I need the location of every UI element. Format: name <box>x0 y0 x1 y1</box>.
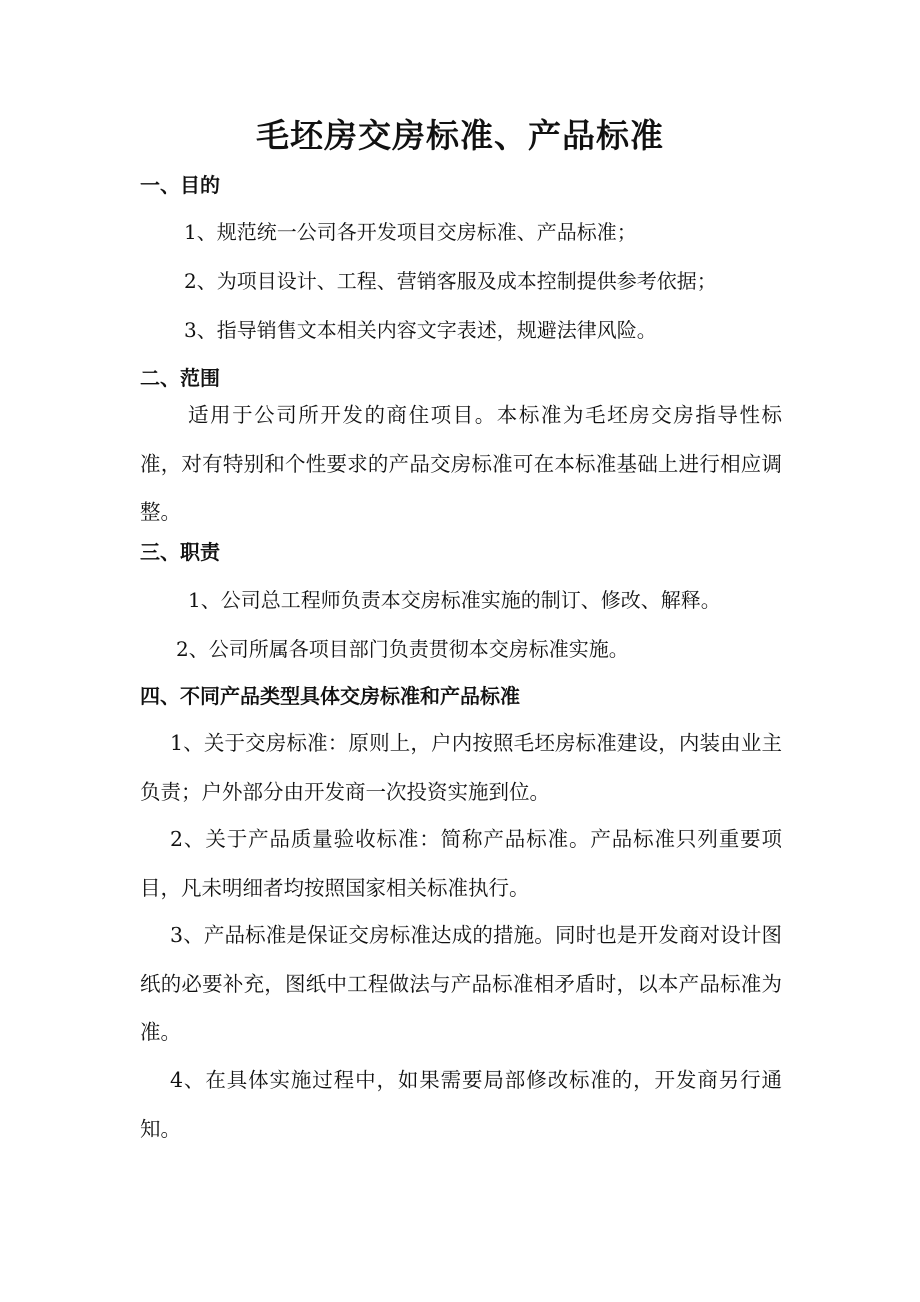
responsibility-item-1: 1、公司总工程师负责本交房标准实施的制订、修改、解释。 <box>188 588 721 612</box>
standards-item-3: 3、产品标准是保证交房标准达成的措施。同时也是开发商对设计图纸的必要补充，图纸中工程做法与产品标准相矛盾时，以本产品标准为准。 <box>140 923 782 1044</box>
section-heading-purpose: 一、目的 <box>140 173 220 197</box>
section-heading-scope: 二、范围 <box>140 366 220 390</box>
purpose-item-3: 3、指导销售文本相关内容文字表述，规避法律风险。 <box>184 318 657 342</box>
standards-item-4: 4、在具体实施过程中，如果需要局部修改标准的，开发商另行通知。 <box>140 1068 782 1141</box>
purpose-item-2: 2、为项目设计、工程、营销客服及成本控制提供参考依据； <box>184 269 717 293</box>
standards-item-2: 2、关于产品质量验收标准：简称产品标准。产品标准只列重要项目，凡未明细者均按照国家相关标准执行。 <box>140 827 782 900</box>
scope-paragraph: 适用于公司所开发的商住项目。本标准为毛坯房交房指导性标准，对有特别和个性要求的产品交房标准可在本标准基础上进行相应调整。 <box>140 403 782 524</box>
responsibility-item-2: 2、公司所属各项目部门负责贯彻本交房标准实施。 <box>176 637 629 661</box>
section-heading-standards: 四、不同产品类型具体交房标准和产品标准 <box>140 684 520 708</box>
document-title: 毛坯房交房标准、产品标准 <box>256 116 664 155</box>
standards-item-1: 1、关于交房标准：原则上，户内按照毛坯房标准建设，内装由业主负责；户外部分由开发商一次投资实施到位。 <box>140 731 782 804</box>
purpose-item-1: 1、规范统一公司各开发项目交房标准、产品标准； <box>184 220 637 244</box>
section-heading-responsibilities: 三、职责 <box>140 540 220 564</box>
